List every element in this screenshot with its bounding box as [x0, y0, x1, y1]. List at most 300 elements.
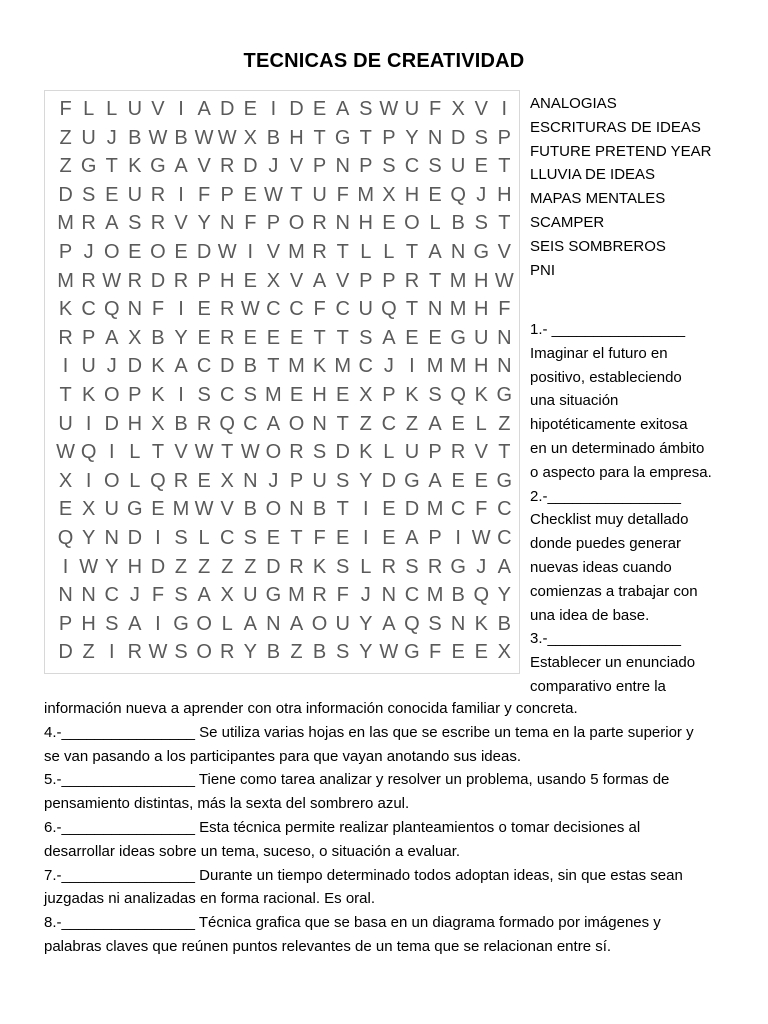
grid-letter: W — [194, 126, 214, 149]
grid-letter: I — [178, 384, 184, 406]
word-list — [530, 92, 760, 282]
grid-letter: T — [151, 441, 165, 464]
grid-letter: M — [265, 384, 282, 406]
grid-letter: K — [312, 555, 327, 578]
grid-letter: N — [104, 527, 119, 549]
grid-letter: M — [426, 498, 444, 521]
grid-letter: C — [196, 355, 212, 378]
grid-letter: X — [81, 498, 96, 521]
word-search-grid — [44, 90, 520, 674]
grid-row — [54, 581, 516, 609]
grid-letter: H — [127, 555, 143, 578]
grid-letter: P — [81, 326, 96, 349]
grid-letter: C — [219, 527, 235, 549]
grid-letter: E — [336, 384, 350, 406]
word-list-item: ANALOGIAS — [530, 95, 617, 112]
grid-row — [54, 267, 516, 295]
grid-letter: V — [174, 212, 188, 235]
grid-letter: O — [196, 612, 212, 635]
grid-letter: Z — [59, 155, 72, 178]
grid-letter: L — [129, 469, 141, 492]
grid-letter: R — [219, 326, 235, 349]
clue-line: 7.-________________ Durante un tiempo determinado todos adoptan ideas, sin que estas sean — [44, 866, 683, 884]
grid-row — [54, 238, 516, 266]
grid-letter: W — [263, 183, 283, 206]
grid-letter: E — [312, 98, 327, 120]
grid-letter: Z — [405, 412, 419, 435]
grid-letter: U — [312, 183, 327, 206]
grid-letter: P — [428, 527, 442, 549]
grid-letter: E — [266, 326, 281, 349]
grid-letter: A — [266, 412, 281, 435]
grid-letter: O — [196, 641, 212, 664]
clue-line: positivo, estableciendo — [530, 368, 682, 386]
grid-letter: D — [127, 355, 143, 378]
grid-letter: R — [219, 155, 235, 178]
clue-line: 2.-________________ — [530, 487, 681, 505]
clue-line: hipotéticamente exitosa — [530, 416, 688, 434]
grid-letter: J — [476, 183, 487, 206]
grid-letter: W — [494, 269, 514, 292]
grid-letter: A — [105, 326, 119, 349]
grid-letter: P — [289, 469, 304, 492]
grid-letter: W — [240, 298, 260, 321]
grid-letter: B — [312, 498, 327, 521]
grid-row — [54, 467, 516, 495]
grid-letter: X — [220, 584, 234, 607]
grid-letter: J — [106, 355, 117, 378]
grid-letter: G — [404, 641, 420, 664]
grid-letter: E — [58, 498, 73, 521]
grid-letter: S — [312, 441, 327, 464]
clue-line: una situación — [530, 392, 619, 410]
grid-letter: J — [360, 584, 371, 607]
grid-letter: D — [335, 441, 350, 464]
grid-letter: E — [451, 641, 465, 664]
grid-letter: Z — [359, 412, 372, 435]
grid-letter: I — [247, 241, 254, 263]
grid-letter: D — [381, 469, 397, 492]
grid-letter: C — [358, 355, 373, 378]
grid-letter: Q — [80, 441, 97, 464]
grid-letter: N — [335, 212, 350, 235]
grid-letter: J — [268, 155, 279, 178]
grid-letter: X — [151, 412, 165, 435]
grid-letter: K — [58, 298, 73, 321]
grid-letter: O — [103, 469, 120, 492]
grid-letter: O — [103, 241, 120, 263]
grid-letter: H — [474, 355, 489, 378]
grid-letter: E — [243, 183, 257, 206]
clue-line: 3.-________________ — [530, 630, 681, 648]
grid-letter: N — [81, 584, 96, 607]
grid-letter: T — [498, 212, 511, 235]
grid-letter: E — [382, 498, 396, 521]
grid-letter: U — [81, 126, 96, 149]
grid-letter: E — [428, 326, 442, 349]
grid-row — [54, 95, 516, 123]
grid-letter: Q — [404, 612, 420, 635]
clue-line: se van pasando a los participantes para que vayan anotando sus ideas. — [44, 747, 521, 765]
grid-letter: B — [312, 641, 327, 664]
grid-letter: E — [243, 98, 257, 120]
grid-letter: G — [404, 469, 420, 492]
grid-letter: X — [128, 326, 142, 349]
grid-letter: U — [243, 584, 258, 607]
clue-line: en un determinado ámbito — [530, 439, 705, 457]
grid-letter: D — [450, 126, 466, 149]
grid-letter: E — [289, 384, 304, 406]
grid-letter: M — [334, 355, 351, 378]
grid-letter: S — [359, 98, 373, 120]
grid-letter: H — [289, 126, 304, 149]
grid-letter: T — [336, 412, 349, 435]
grid-letter: Z — [198, 555, 211, 578]
grid-letter: I — [409, 355, 415, 378]
grid-letter: F — [336, 584, 349, 607]
grid-letter: R — [312, 584, 327, 607]
grid-letter: A — [197, 98, 211, 120]
grid-letter: W — [379, 641, 399, 664]
grid-letter: I — [62, 355, 69, 378]
grid-row — [54, 524, 516, 552]
grid-letter: N — [335, 155, 350, 178]
grid-letter: R — [196, 412, 212, 435]
grid-letter: E — [382, 527, 396, 549]
grid-letter: Y — [497, 584, 511, 607]
grid-letter: K — [151, 355, 165, 378]
grid-letter: Q — [57, 527, 74, 549]
grid-letter: S — [197, 384, 211, 406]
grid-letter: L — [429, 212, 441, 235]
grid-letter: N — [266, 612, 281, 635]
grid-letter: I — [501, 98, 508, 120]
word-list-item: SEIS SOMBREROS — [530, 237, 666, 255]
grid-row — [54, 324, 516, 352]
grid-letter: H — [358, 212, 373, 235]
grid-letter: Z — [59, 126, 72, 149]
grid-letter: S — [359, 326, 373, 349]
grid-letter: W — [240, 441, 260, 464]
grid-letter: Z — [82, 641, 95, 664]
grid-letter: O — [288, 212, 305, 235]
grid-letter: C — [243, 412, 258, 435]
grid-letter: A — [428, 469, 442, 492]
grid-letter: D — [289, 98, 304, 120]
grid-letter: S — [243, 527, 257, 549]
grid-letter: T — [290, 527, 303, 549]
grid-letter: S — [243, 384, 257, 406]
grid-letter: K — [128, 155, 142, 178]
grid-letter: Q — [450, 384, 466, 406]
grid-letter: O — [311, 612, 328, 635]
grid-letter: N — [243, 469, 258, 492]
grid-letter: Q — [473, 584, 490, 607]
clue-line: 6.-________________ Esta técnica permite realizar planteamientos o tomar decisiones al — [44, 818, 641, 836]
grid-letter: P — [382, 384, 396, 406]
grid-letter: G — [334, 126, 351, 149]
grid-letter: D — [58, 641, 73, 664]
grid-letter: L — [383, 241, 395, 263]
grid-letter: F — [428, 98, 442, 120]
grid-letter: D — [104, 412, 119, 435]
grid-letter: V — [174, 441, 188, 464]
grid-letter: G — [173, 612, 189, 635]
grid-letter: L — [106, 98, 118, 120]
grid-letter: A — [312, 269, 327, 292]
grid-letter: E — [197, 298, 211, 321]
grid-letter: X — [359, 384, 373, 406]
grid-letter: N — [289, 498, 304, 521]
grid-letter: P — [266, 212, 281, 235]
grid-letter: X — [266, 269, 281, 292]
grid-letter: T — [428, 269, 442, 292]
grid-letter: A — [405, 527, 419, 549]
grid-letter: Q — [381, 298, 397, 321]
grid-letter: H — [497, 183, 512, 206]
clue-line: donde puedes generar — [530, 535, 681, 553]
grid-letter: X — [382, 183, 396, 206]
grid-letter: C — [335, 298, 350, 321]
grid-letter: I — [155, 527, 161, 549]
grid-letter: C — [219, 384, 235, 406]
grid-letter: R — [58, 326, 73, 349]
grid-letter: C — [404, 155, 420, 178]
grid-letter: R — [219, 641, 235, 664]
grid-letter: E — [105, 183, 119, 206]
grid-letter: I — [85, 469, 92, 492]
grid-row — [54, 381, 516, 409]
grid-letter: D — [243, 155, 258, 178]
grid-letter: A — [128, 612, 142, 635]
grid-letter: I — [178, 98, 184, 120]
grid-letter: V — [336, 269, 350, 292]
grid-letter: Y — [197, 212, 211, 235]
grid-letter: G — [450, 555, 466, 578]
grid-letter: N — [450, 241, 466, 263]
grid-letter: V — [474, 98, 488, 120]
word-list-item: FUTURE PRETEND YEAR — [530, 142, 712, 160]
grid-letter: Y — [105, 555, 119, 578]
grid-letter: C — [497, 527, 512, 549]
grid-letter: A — [197, 584, 211, 607]
grid-letter: M — [449, 269, 467, 292]
clue-line: comienzas a trabajar con — [530, 582, 698, 600]
grid-letter: Y — [81, 527, 96, 549]
clue-line: desarrollar ideas sobre un tema, suceso, o situación a evaluar. — [44, 842, 461, 860]
grid-letter: A — [105, 212, 119, 235]
grid-letter: L — [360, 241, 372, 263]
grid-letter: E — [243, 269, 257, 292]
grid-letter: R — [289, 441, 304, 464]
clue-line: Establecer un enunciado — [530, 654, 696, 672]
clue-line: 4.-________________ Se utiliza varias hojas en las que se escribe un tema en la parte superior y — [44, 723, 694, 741]
grid-letter: P — [197, 269, 211, 292]
grid-letter: T — [290, 183, 303, 206]
word-list-item: ESCRITURAS DE IDEAS — [530, 118, 701, 136]
grid-letter: A — [289, 612, 304, 635]
grid-letter: G — [265, 584, 282, 607]
grid-letter: C — [497, 498, 512, 521]
grid-letter: I — [85, 412, 92, 435]
grid-letter: T — [359, 126, 372, 149]
grid-row — [54, 610, 516, 638]
grid-letter: Y — [174, 326, 188, 349]
grid-letter: D — [150, 555, 166, 578]
grid-letter: H — [219, 269, 235, 292]
grid-letter: N — [58, 584, 73, 607]
grid-letter: D — [196, 241, 212, 263]
clue-line: o aspecto para la empresa. — [530, 463, 712, 481]
grid-letter: I — [155, 612, 161, 635]
clue-line: 1.- ________________ — [530, 321, 686, 338]
grid-letter: O — [265, 498, 282, 521]
grid-letter: T — [336, 326, 349, 349]
grid-letter: S — [81, 183, 96, 206]
grid-letter: B — [174, 412, 188, 435]
grid-row — [54, 495, 516, 523]
grid-letter: Z — [221, 555, 234, 578]
grid-letter: T — [336, 498, 349, 521]
grid-row — [54, 295, 516, 323]
grid-letter: I — [108, 441, 115, 464]
grid-letter: O — [150, 241, 166, 263]
grid-letter: S — [174, 641, 188, 664]
grid-letter: W — [148, 641, 168, 664]
grid-letter: I — [108, 641, 115, 664]
word-list-item: SCAMPER — [530, 213, 605, 231]
grid-letter: T — [313, 326, 326, 349]
grid-letter: G — [496, 384, 513, 406]
grid-letter: B — [243, 498, 257, 521]
grid-letter: N — [427, 126, 443, 149]
grid-letter: M — [172, 498, 190, 521]
grid-letter: U — [127, 98, 143, 120]
grid-letter: M — [288, 241, 305, 263]
grid-row — [54, 352, 516, 380]
grid-letter: A — [174, 355, 188, 378]
grid-letter: W — [471, 527, 491, 549]
grid-letter: M — [57, 212, 74, 235]
grid-letter: R — [381, 555, 397, 578]
grid-letter: E — [382, 212, 396, 235]
grid-letter: D — [58, 183, 73, 206]
grid-letter: D — [150, 269, 166, 292]
clue-line: 5.-________________ Tiene como tarea analizar y resolver un problema, usando 5 formas de — [44, 771, 670, 789]
grid-letter: W — [194, 498, 214, 521]
grid-letter: R — [81, 212, 96, 235]
grid-letter: D — [266, 555, 281, 578]
grid-row — [54, 410, 516, 438]
grid-letter: U — [335, 612, 350, 635]
grid-letter: F — [151, 584, 165, 607]
grid-letter: Q — [150, 469, 166, 492]
grid-letter: W — [79, 555, 99, 578]
grid-letter: H — [312, 384, 327, 406]
grid-letter: C — [450, 498, 466, 521]
grid-letter: R — [173, 269, 189, 292]
grid-letter: N — [497, 355, 512, 378]
grid-letter: L — [360, 555, 372, 578]
grid-letter: D — [219, 98, 235, 120]
grid-letter: M — [288, 584, 305, 607]
grid-letter: E — [474, 469, 488, 492]
grid-letter: U — [81, 355, 96, 378]
grid-letter: L — [198, 527, 210, 549]
grid-letter: A — [336, 98, 350, 120]
grid-letter: U — [450, 155, 466, 178]
grid-letter: R — [289, 555, 304, 578]
grid-letter: Q — [103, 298, 120, 321]
grid-letter: Z — [498, 412, 511, 435]
grid-letter: V — [266, 241, 281, 263]
clue-line: información nueva a aprender con otra información conocida familiar y concreta. — [44, 700, 578, 717]
grid-letter: R — [81, 269, 96, 292]
grid-letter: E — [151, 498, 165, 521]
grid-letter: P — [382, 269, 396, 292]
grid-letter: C — [381, 412, 397, 435]
grid-letter: A — [497, 555, 511, 578]
grid-letter: S — [428, 155, 442, 178]
grid-letter: K — [81, 384, 96, 406]
grid-letter: N — [450, 612, 466, 635]
grid-letter: P — [382, 126, 396, 149]
grid-letter: D — [127, 527, 143, 549]
clue-line: nuevas ideas cuando — [530, 558, 672, 576]
grid-letter: C — [81, 298, 96, 321]
grid-letter: F — [198, 183, 211, 206]
clues-bottom-section — [44, 697, 734, 959]
grid-letter: H — [127, 412, 143, 435]
grid-letter: P — [359, 155, 373, 178]
grid-letter: E — [243, 326, 257, 349]
grid-letter: N — [427, 298, 443, 321]
grid-letter: Y — [359, 469, 373, 492]
grid-letter: B — [266, 641, 281, 664]
grid-letter: Y — [405, 126, 419, 149]
grid-letter: U — [404, 441, 420, 464]
grid-letter: P — [220, 183, 234, 206]
grid-letter: C — [104, 584, 119, 607]
grid-letter: K — [359, 441, 373, 464]
grid-letter: B — [174, 126, 188, 149]
word-list-item: LLUVIA DE IDEAS — [530, 166, 656, 184]
grid-letter: O — [265, 441, 282, 464]
grid-letter: B — [451, 584, 465, 607]
grid-letter: I — [178, 183, 184, 206]
grid-letter: I — [362, 498, 369, 521]
grid-letter: K — [474, 384, 488, 406]
grid-letter: T — [105, 155, 118, 178]
grid-letter: S — [336, 555, 350, 578]
grid-letter: Z — [290, 641, 303, 664]
grid-letter: H — [404, 183, 420, 206]
grid-letter: G — [450, 326, 466, 349]
grid-letter: R — [127, 641, 143, 664]
grid-letter: A — [382, 612, 396, 635]
grid-letter: I — [455, 527, 461, 549]
grid-letter: S — [405, 555, 419, 578]
grid-letter: E — [474, 641, 488, 664]
grid-letter: A — [428, 412, 442, 435]
grid-letter: F — [244, 212, 257, 235]
grid-letter: R — [450, 441, 466, 464]
grid-letter: E — [451, 469, 465, 492]
grid-letter: N — [312, 412, 327, 435]
grid-letter: J — [106, 126, 117, 149]
grid-letter: U — [474, 326, 489, 349]
clue-line: palabras claves que reúnen puntos relevantes de un tema que se relacionan entre sí. — [44, 937, 612, 955]
